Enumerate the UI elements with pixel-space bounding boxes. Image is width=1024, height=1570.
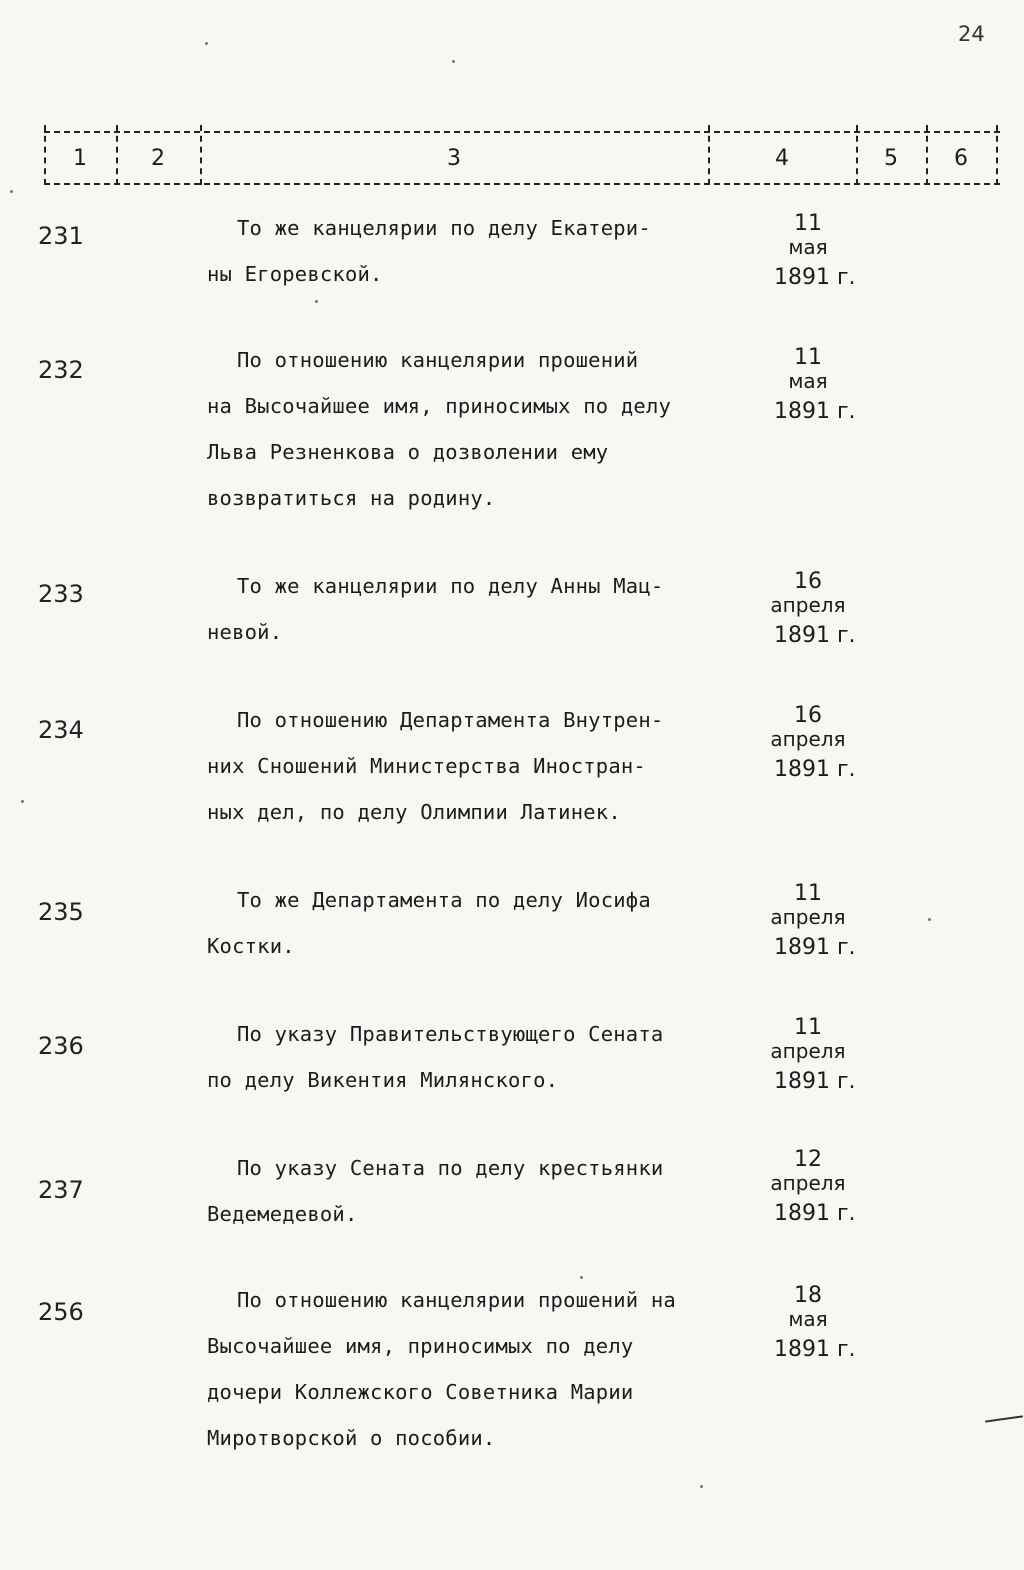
description-line: То же Департамента по делу Иосифа (237, 888, 651, 912)
entry-date (748, 212, 868, 298)
entry-date (748, 570, 868, 656)
date-month: апреля (770, 905, 846, 929)
date-year: 1891 г. (774, 1201, 856, 1226)
entry-number: 234 (38, 716, 84, 744)
date-month: апреля (770, 593, 846, 617)
date-day: 11 (794, 1015, 822, 1040)
scan-speck (315, 300, 318, 303)
entry-number: 232 (38, 356, 84, 384)
date-day: 18 (794, 1283, 822, 1308)
date-year: 1891 г. (774, 623, 856, 648)
date-day: 11 (794, 881, 822, 906)
description-line: По указу Правительствующего Сената (237, 1022, 664, 1046)
scan-speck (452, 60, 455, 63)
description-line: по делу Викентия Милянского. (207, 1068, 559, 1092)
entry-date (748, 1016, 868, 1102)
entry-description (207, 205, 747, 297)
date-month: апреля (770, 1171, 846, 1195)
description-line: Костки. (207, 934, 295, 958)
description-line: По указу Сената по делу крестьянки (237, 1156, 664, 1180)
entry-description (207, 1277, 747, 1461)
entry-description (207, 563, 747, 655)
date-year: 1891 г. (774, 1069, 856, 1094)
entry-date (748, 1284, 868, 1370)
column-4-label: 4 (775, 145, 789, 171)
date-year: 1891 г. (774, 1337, 856, 1362)
description-line: По отношению канцелярии прошений (237, 348, 639, 372)
scan-speck (700, 1485, 703, 1488)
date-day: 11 (794, 345, 822, 370)
entry-description (207, 337, 747, 521)
description-line: них Сношений Министерства Иностран- (207, 754, 646, 778)
description-line: Ведемедевой. (207, 1202, 358, 1226)
entry-description (207, 1011, 747, 1103)
description-line: То же канцелярии по делу Екатери- (237, 216, 651, 240)
entry-number: 256 (38, 1298, 84, 1326)
column-separator (996, 125, 998, 185)
description-line: невой. (207, 620, 283, 644)
description-line: дочери Коллежского Советника Марии (207, 1380, 634, 1404)
date-year: 1891 г. (774, 265, 856, 290)
entry-number: 233 (38, 580, 84, 608)
date-month: мая (788, 235, 828, 259)
column-6-label: 6 (954, 145, 968, 171)
scan-scratch (985, 1415, 1023, 1422)
scan-speck (205, 42, 208, 45)
column-5-label: 5 (884, 145, 898, 171)
entry-description (207, 1145, 747, 1237)
date-month: мая (788, 1307, 828, 1331)
scan-speck (10, 190, 13, 193)
date-month: мая (788, 369, 828, 393)
date-month: апреля (770, 1039, 846, 1063)
column-1-label: 1 (73, 145, 87, 171)
description-line: По отношению канцелярии прошений на (237, 1288, 676, 1312)
entry-date (748, 704, 868, 790)
scan-speck (928, 918, 931, 921)
entry-number: 237 (38, 1176, 84, 1204)
entry-number: 235 (38, 898, 84, 926)
entry-description (207, 877, 747, 969)
date-year: 1891 г. (774, 757, 856, 782)
date-day: 16 (794, 569, 822, 594)
description-line: По отношению Департамента Внутрен- (237, 708, 664, 732)
column-header (44, 131, 1000, 185)
date-day: 12 (794, 1147, 822, 1172)
date-year: 1891 г. (774, 399, 856, 424)
description-line: Миротворской о пособии. (207, 1426, 496, 1450)
description-line: на Высочайшее имя, приносимых по делу (207, 394, 672, 418)
description-line: Высочайшее имя, приносимых по делу (207, 1334, 634, 1358)
page-number: 24 (958, 22, 985, 46)
entry-date (748, 346, 868, 432)
entry-date (748, 882, 868, 968)
scan-speck (21, 800, 24, 803)
description-line: ны Егоревской. (207, 262, 383, 286)
column-2-label: 2 (151, 145, 165, 171)
date-day: 16 (794, 703, 822, 728)
description-line: ных дел, по делу Олимпии Латинек. (207, 800, 621, 824)
description-line: То же канцелярии по делу Анны Мац- (237, 574, 664, 598)
date-month: апреля (770, 727, 846, 751)
date-day: 11 (794, 211, 822, 236)
entry-date (748, 1148, 868, 1234)
description-line: возвратиться на родину. (207, 486, 496, 510)
date-year: 1891 г. (774, 935, 856, 960)
column-3-label: 3 (447, 145, 461, 171)
entry-description (207, 697, 747, 835)
entry-number: 231 (38, 222, 84, 250)
scan-speck (580, 1276, 583, 1279)
description-line: Льва Резненкова о дозволении ему (207, 440, 609, 464)
entry-number: 236 (38, 1032, 84, 1060)
